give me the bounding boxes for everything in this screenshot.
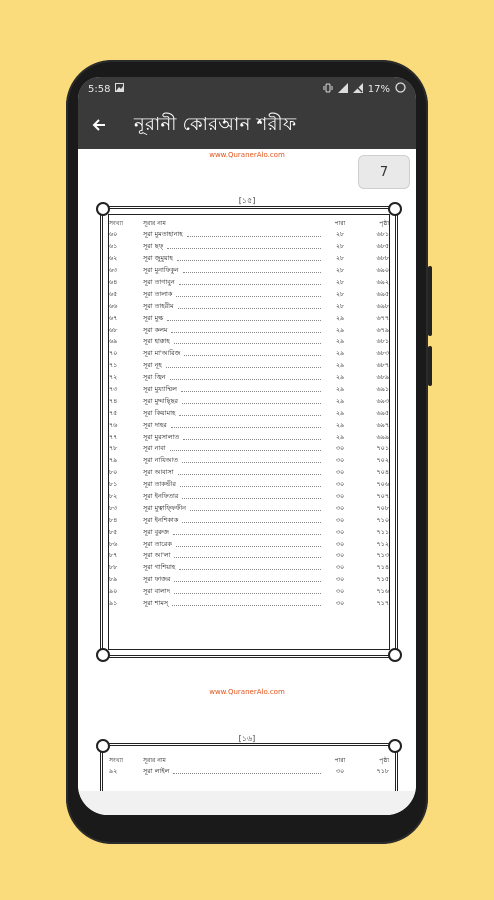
surah-number: ৭৮ — [109, 444, 118, 453]
leader-dots — [174, 553, 321, 558]
surah-name-cell — [143, 467, 325, 478]
leader-dots — [180, 482, 321, 487]
col-header-name: সূরার নাম — [143, 220, 166, 227]
leader-dots — [173, 769, 321, 774]
leader-dots — [184, 351, 321, 356]
page-number-cell: ৬৯৫ — [376, 289, 389, 298]
leader-dots — [172, 601, 321, 606]
surah-number: ৭৪ — [109, 396, 118, 405]
surah-name-cell — [143, 527, 325, 538]
page-number-cell: ৭১৪ — [376, 563, 389, 572]
table-row — [103, 467, 395, 479]
surah-number: ৭৬ — [109, 420, 118, 429]
power-button — [428, 346, 432, 386]
table-row — [103, 419, 395, 431]
leader-dots — [170, 446, 321, 451]
para-number: ২৮ — [335, 289, 345, 298]
surah-name-cell — [143, 491, 325, 502]
volume-button — [428, 266, 432, 336]
surah-name-cell — [143, 420, 325, 431]
surah-number: ৬৯ — [109, 337, 118, 346]
para-number: ২৮ — [335, 242, 345, 251]
page-number-cell: ৬৯৫ — [376, 408, 389, 417]
battery-icon — [395, 82, 406, 96]
page-number-cell: ৬৯৩ — [376, 396, 389, 405]
surah-name: সূরা জ্বিন — [143, 373, 166, 382]
leader-dots — [182, 494, 321, 499]
page-number-cell: ৭০১ — [376, 444, 389, 453]
table-row — [103, 550, 395, 562]
corner-ornament — [388, 648, 402, 662]
table-row — [103, 348, 395, 360]
surah-name: সূরা মুমতাহানাহ — [143, 230, 183, 239]
surah-name: সূরা আ'লা — [143, 551, 171, 560]
surah-name: সূরা কলম — [143, 325, 168, 334]
page-number-cell: ৬৮৮ — [376, 254, 389, 263]
para-number: ২৮ — [335, 266, 345, 275]
back-button[interactable] — [78, 101, 120, 149]
surah-number: ৮৩ — [109, 503, 118, 512]
page-number-cell: ৬৮১ — [376, 337, 389, 346]
page-number: [১৫] — [238, 196, 256, 205]
table-row — [103, 407, 395, 419]
leader-dots — [166, 363, 321, 368]
table-row — [103, 598, 395, 610]
surah-name-cell — [143, 360, 325, 371]
leader-dots — [179, 280, 321, 285]
para-number: ২৯ — [335, 361, 345, 370]
page-number-cell: ৭০৭ — [376, 492, 389, 501]
surah-name: সূরা নাবা — [143, 444, 166, 453]
page-number-cell: ৬৮৯ — [376, 373, 389, 382]
surah-name-cell — [143, 574, 325, 585]
para-number: ৩০ — [335, 468, 345, 477]
col-header-page: পৃষ্ঠা — [379, 220, 389, 227]
table-row — [103, 586, 395, 598]
page-number-cell: ৬৯৯ — [376, 432, 389, 441]
surah-name: সূরা ছফ্ — [143, 242, 164, 251]
table-row — [103, 312, 395, 324]
page-number-cell: ৬৯০ — [376, 266, 389, 275]
page-number-cell: ৬৯১ — [376, 385, 389, 394]
leader-dots — [167, 244, 321, 249]
surah-name-cell — [143, 241, 325, 252]
surah-name: সূরা মুল্ক — [143, 313, 164, 322]
para-number: ২৯ — [335, 349, 345, 358]
surah-name: সূরা তাকভীর — [143, 480, 176, 489]
surah-number: ৬৫ — [109, 289, 118, 298]
surah-name: সূরা তালাক — [143, 289, 173, 298]
col-header-name: সূরার নাম — [143, 757, 166, 764]
page-number-cell: ৬৮৩ — [376, 349, 389, 358]
surah-name: সূরা দাহর — [143, 420, 167, 429]
leader-dots — [170, 375, 321, 380]
app-bar — [78, 101, 416, 149]
page-number-cell: ৭১৩ — [376, 551, 389, 560]
image-notification-icon — [115, 83, 124, 95]
watermark-bottom: www.QuranerAlo.com — [209, 688, 285, 696]
surah-number: ৭১ — [109, 361, 118, 370]
surah-number: ৭০ — [109, 349, 118, 358]
surah-name-cell — [143, 325, 325, 336]
status-bar — [78, 77, 416, 101]
table-row — [103, 491, 395, 503]
surah-name: সূরা তাহরীম — [143, 301, 174, 310]
surah-number: ৮৮ — [109, 563, 118, 572]
surah-name: সূরা ফাজর — [143, 575, 171, 584]
para-number: ২৯ — [335, 408, 345, 417]
surah-name-cell — [143, 372, 325, 383]
surah-name: সূরা মুনাফিকুন — [143, 266, 179, 275]
leader-dots — [183, 435, 321, 440]
table-row — [103, 336, 395, 348]
para-number: ৩০ — [335, 767, 345, 776]
page-number-cell: ৭১০ — [376, 515, 389, 524]
surah-number: ৮৭ — [109, 551, 118, 560]
para-number: ২৯ — [335, 420, 345, 429]
para-number: ২৮ — [335, 230, 345, 239]
table-row — [103, 324, 395, 336]
surah-number: ৭৩ — [109, 385, 118, 394]
signal-icon — [353, 83, 363, 96]
surah-name-cell — [143, 550, 325, 561]
para-number: ৩০ — [335, 563, 345, 572]
surah-number: ৬২ — [109, 254, 118, 263]
table-row — [103, 766, 395, 778]
table-row — [103, 538, 395, 550]
para-number: ৩০ — [335, 587, 345, 596]
table-row — [103, 229, 395, 241]
para-number: ৩০ — [335, 492, 345, 501]
page-number-cell: ৭১৮ — [376, 767, 389, 776]
vibrate-icon — [323, 83, 333, 96]
app-title: নূরানী কোরআন শরীফ — [134, 113, 297, 135]
surah-number: ৬১ — [109, 242, 118, 251]
para-number: ২৮ — [335, 254, 345, 263]
surah-number: ৬৬ — [109, 301, 118, 310]
surah-name: সূরা তাগাবুন — [143, 278, 175, 286]
surah-number: ৯১ — [109, 599, 118, 608]
surah-name-cell — [143, 598, 325, 609]
page-number-cell: ৬৮৫ — [376, 242, 389, 251]
col-header-number: সংখ্যা — [109, 757, 123, 764]
page-number-cell: ৭০৪ — [376, 468, 389, 477]
para-number: ৩০ — [335, 551, 345, 560]
para-number: ২৮ — [335, 278, 345, 286]
surah-number: ৯২ — [109, 767, 118, 776]
surah-name-cell — [143, 313, 325, 324]
table-row — [103, 384, 395, 396]
para-number: ২৯ — [335, 313, 345, 322]
leader-dots — [183, 268, 321, 273]
surah-number: ৮৬ — [109, 539, 118, 548]
page-number-cell: ৬৯৮ — [376, 301, 389, 310]
para-number: ২৯ — [335, 373, 345, 382]
status-time: 5:58 — [88, 83, 111, 95]
leader-dots — [176, 292, 321, 297]
surah-name-cell — [143, 289, 325, 300]
para-number: ৩০ — [335, 503, 345, 512]
leader-dots — [178, 304, 321, 309]
page-number-cell: ৬৭৭ — [376, 313, 389, 322]
page-number-cell: ৭১৭ — [376, 599, 389, 608]
leader-dots — [177, 256, 321, 261]
surah-number: ৮৯ — [109, 575, 118, 584]
corner-ornament — [96, 648, 110, 662]
para-number: ২৮ — [335, 301, 345, 310]
para-number: ৩০ — [335, 480, 345, 489]
page-number-cell: ৭০২ — [376, 456, 389, 465]
leader-dots — [171, 423, 321, 428]
col-header-para: পারা — [334, 220, 346, 227]
watermark-top: www.QuranerAlo.com — [209, 151, 285, 159]
page-number-cell: ৭১৬ — [376, 587, 389, 596]
surah-number: ৬৩ — [109, 266, 118, 275]
surah-name-cell — [143, 455, 325, 466]
table-row — [103, 265, 395, 277]
para-number: ৩০ — [335, 515, 345, 524]
col-header-page: পৃষ্ঠা — [379, 757, 389, 764]
surah-number: ৮২ — [109, 492, 118, 501]
leader-dots — [187, 232, 321, 237]
para-number: ৩০ — [335, 539, 345, 548]
table-row — [103, 514, 395, 526]
surah-number: ৭৫ — [109, 408, 118, 417]
surah-name: সূরা মুয্যাম্মিল — [143, 385, 177, 394]
surah-name: সূরা লাইল — [143, 767, 170, 776]
table-row — [103, 241, 395, 253]
battery-percent: 17% — [367, 83, 390, 95]
para-number: ২৯ — [335, 385, 345, 394]
para-number: ২৯ — [335, 396, 345, 405]
page-number-cell: ৭১৫ — [376, 575, 389, 584]
surah-name-cell — [143, 301, 325, 312]
surah-name-cell — [143, 443, 325, 454]
leader-dots — [182, 458, 321, 463]
surah-name-cell — [143, 586, 325, 597]
surah-name-cell — [143, 515, 325, 526]
surah-name-cell — [143, 396, 325, 407]
page-number-cell: ৬৮৭ — [376, 361, 389, 370]
leader-dots — [176, 542, 321, 547]
table-row — [103, 372, 395, 384]
surah-number: ৬৭ — [109, 313, 118, 322]
corner-ornament — [96, 739, 110, 753]
table-row — [103, 574, 395, 586]
leader-dots — [171, 328, 321, 333]
table-row — [103, 277, 395, 289]
index-table-frame — [100, 206, 398, 658]
surah-number: ৮০ — [109, 468, 118, 477]
surah-name: সূরা কিয়ামাহ — [143, 408, 176, 417]
leader-dots — [179, 565, 321, 570]
surah-index-table — [103, 755, 395, 778]
surah-name-cell — [143, 229, 325, 240]
leader-dots — [173, 530, 321, 535]
surah-number: ৮৪ — [109, 515, 118, 524]
surah-name: সূরা নাযিআত — [143, 456, 179, 465]
surah-name: সূরা তারেক — [143, 539, 172, 548]
surah-name: সূরা মুদ্দাছ্ছির — [143, 396, 178, 405]
surah-name-cell — [143, 766, 325, 777]
surah-name: সূরা বুরুজ — [143, 527, 169, 536]
table-header — [103, 218, 395, 229]
leader-dots — [174, 589, 321, 594]
table-row — [103, 431, 395, 443]
surah-name-cell — [143, 408, 325, 419]
surah-name-cell — [143, 336, 325, 347]
surah-name: সূরা মুরসালাত — [143, 432, 180, 441]
leader-dots — [182, 518, 321, 523]
para-number: ২৯ — [335, 432, 345, 441]
surah-name: সূরা বালাদ — [143, 587, 171, 596]
leader-dots — [181, 387, 321, 392]
surah-name: সূরা ইনশিকাক — [143, 515, 179, 524]
surah-name-cell — [143, 562, 325, 573]
surah-name: সূরা মুত্বাফ্ফিফীন — [143, 503, 186, 512]
leader-dots — [178, 470, 321, 475]
document-viewer[interactable] — [78, 149, 416, 815]
bottom-nav-area — [78, 791, 416, 815]
leader-dots — [174, 339, 321, 344]
table-row — [103, 562, 395, 574]
surah-name-cell — [143, 384, 325, 395]
page-number-cell: ৬৭৯ — [376, 325, 389, 334]
surah-name: সূরা মা'আরিজ — [143, 349, 181, 358]
para-number: ৩০ — [335, 527, 345, 536]
para-number: ৩০ — [335, 599, 345, 608]
surah-number: ৮৫ — [109, 527, 118, 536]
page-number-cell: ৭০৬ — [376, 480, 389, 489]
para-number: ২৯ — [335, 337, 345, 346]
para-number: ২৯ — [335, 325, 345, 334]
wifi-icon — [338, 83, 348, 96]
leader-dots — [190, 506, 321, 511]
corner-ornament — [388, 739, 402, 753]
back-arrow-icon — [91, 117, 107, 133]
corner-ornament — [96, 202, 110, 216]
surah-name: সূরা শামস্ — [143, 599, 169, 608]
page-number-cell: ৭১২ — [376, 539, 389, 548]
table-header — [103, 755, 395, 766]
page-number-cell: ৬৯৭ — [376, 420, 389, 429]
surah-name-cell — [143, 253, 325, 264]
table-row — [103, 360, 395, 372]
surah-name: সূরা ইনফিতার — [143, 492, 179, 501]
page-indicator[interactable]: 7 — [358, 155, 410, 189]
surah-name-cell — [143, 503, 325, 514]
para-number: ৩০ — [335, 456, 345, 465]
page-number-cell: ৭০৮ — [376, 503, 389, 512]
surah-name-cell — [143, 265, 325, 276]
table-row — [103, 479, 395, 491]
page-number-cell: ৭১১ — [376, 527, 389, 536]
surah-name-cell — [143, 432, 325, 443]
col-header-para: পারা — [334, 757, 346, 764]
leader-dots — [174, 577, 321, 582]
screen — [78, 77, 416, 815]
table-row — [103, 443, 395, 455]
table-row — [103, 253, 395, 265]
surah-index-table — [103, 218, 395, 610]
surah-name-cell — [143, 348, 325, 359]
surah-number: ৭৭ — [109, 432, 118, 441]
table-row — [103, 288, 395, 300]
surah-name: সূরা আবাসা — [143, 468, 174, 477]
para-number: ৩০ — [335, 444, 345, 453]
table-row — [103, 455, 395, 467]
leader-dots — [167, 316, 321, 321]
surah-name-cell — [143, 539, 325, 550]
surah-name-cell — [143, 277, 325, 288]
surah-name: সূরা নূহ — [143, 361, 162, 370]
surah-name: সূরা জুমুয়াহ — [143, 254, 173, 263]
surah-name: সূরা হাক্কাহ — [143, 337, 170, 346]
table-row — [103, 300, 395, 312]
surah-number: ৬৮ — [109, 325, 118, 334]
surah-number: ৬০ — [109, 230, 118, 239]
col-header-number: সংখ্যা — [109, 220, 123, 227]
surah-name: সূরা গাশিয়াহ — [143, 563, 176, 572]
surah-number: ৮১ — [109, 480, 118, 489]
table-row — [103, 395, 395, 407]
surah-number: ৭৯ — [109, 456, 118, 465]
table-row — [103, 502, 395, 514]
page-number-cell: ৬৮১ — [376, 230, 389, 239]
surah-number: ৭২ — [109, 373, 118, 382]
page-number-cell: ৬৯২ — [376, 278, 389, 286]
leader-dots — [179, 411, 321, 416]
table-row — [103, 526, 395, 538]
leader-dots — [182, 399, 321, 404]
page-number: [১৬] — [238, 734, 256, 743]
surah-number: ৬৪ — [109, 278, 118, 286]
corner-ornament — [388, 202, 402, 216]
surah-name-cell — [143, 479, 325, 490]
surah-number: ৯০ — [109, 587, 118, 596]
para-number: ৩০ — [335, 575, 345, 584]
